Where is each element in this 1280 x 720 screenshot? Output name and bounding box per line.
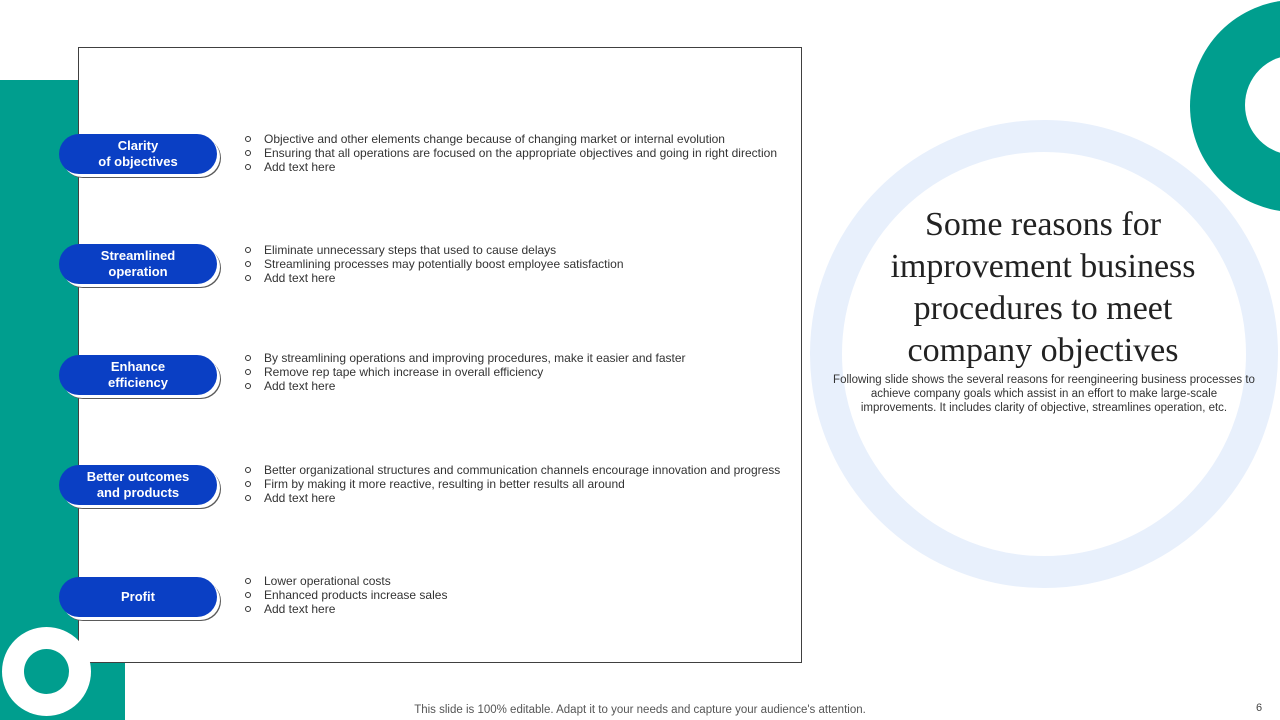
bullet-item: Add text here [245, 491, 780, 505]
circle-bullet-icon [245, 578, 251, 584]
bullet-item: Add text here [245, 271, 624, 285]
bullet-item: Add text here [245, 160, 777, 174]
page-number: 6 [1256, 702, 1263, 714]
bullet-item: Enhanced products increase sales [245, 588, 447, 602]
bullet-item: Lower operational costs [245, 574, 447, 588]
bullet-item: Better organizational structures and communication channels encourage innovation and progress [245, 463, 780, 477]
circle-bullet-icon [245, 495, 251, 501]
reason-pill-profit [59, 577, 217, 617]
reason-label: Profit [121, 589, 155, 604]
reason-label: Enhance efficiency [108, 359, 168, 390]
reason-pill-efficiency [59, 355, 217, 395]
slide-title: Some reasons for improvement business procedures to meet company objectives [890, 206, 1196, 369]
footer-note: This slide is 100% editable. Adapt it to your needs and capture your audience's attention. [414, 704, 866, 716]
reason-bullets-efficiency [245, 351, 686, 393]
reason-pill-streamlined [59, 244, 217, 284]
reason-label: Clarity of objectives [98, 138, 178, 169]
slide-subtitle: Following slide shows the several reasons for reengineering business processes to achieve company goals which assist in an effort to make large-scale improvements. It includes clarity of objective, streamlines operation, etc. [833, 374, 1255, 414]
reason-pill-outcomes [59, 465, 217, 505]
reason-bullets-profit [245, 574, 447, 616]
bullet-item: Objective and other elements change because of changing market or internal evolution [245, 132, 777, 146]
bullet-item: Add text here [245, 602, 447, 616]
bullet-item: Firm by making it more reactive, resulting in better results all around [245, 477, 780, 491]
circle-bullet-icon [245, 481, 251, 487]
reason-bullets-clarity [245, 132, 777, 174]
circle-bullet-icon [245, 355, 251, 361]
bullet-item: Streamlining processes may potentially boost employee satisfaction [245, 257, 624, 271]
circle-bullet-icon [245, 369, 251, 375]
circle-bullet-icon [245, 164, 251, 170]
circle-bullet-icon [245, 606, 251, 612]
bullet-item: By streamlining operations and improving procedures, make it easier and faster [245, 351, 686, 365]
reason-bullets-outcomes [245, 463, 780, 505]
bullet-item: Ensuring that all operations are focused on the appropriate objectives and going in right direction [245, 146, 777, 160]
circle-bullet-icon [245, 261, 251, 267]
reason-label: Streamlined operation [100, 248, 176, 279]
reason-pill-clarity [59, 134, 217, 174]
circle-bullet-icon [245, 383, 251, 389]
reason-bullets-streamlined [245, 243, 624, 285]
circle-bullet-icon [245, 467, 251, 473]
circle-bullet-icon [245, 136, 251, 142]
circle-bullet-icon [245, 592, 251, 598]
bullet-item: Remove rep tape which increase in overall efficiency [245, 365, 686, 379]
bullet-item: Add text here [245, 379, 686, 393]
circle-bullet-icon [245, 247, 251, 253]
bullet-item: Eliminate unnecessary steps that used to cause delays [245, 243, 624, 257]
circle-bullet-icon [245, 275, 251, 281]
bottom-left-ring-center [24, 649, 69, 694]
reason-label: Better outcomes and products [86, 469, 190, 500]
circle-bullet-icon [245, 150, 251, 156]
